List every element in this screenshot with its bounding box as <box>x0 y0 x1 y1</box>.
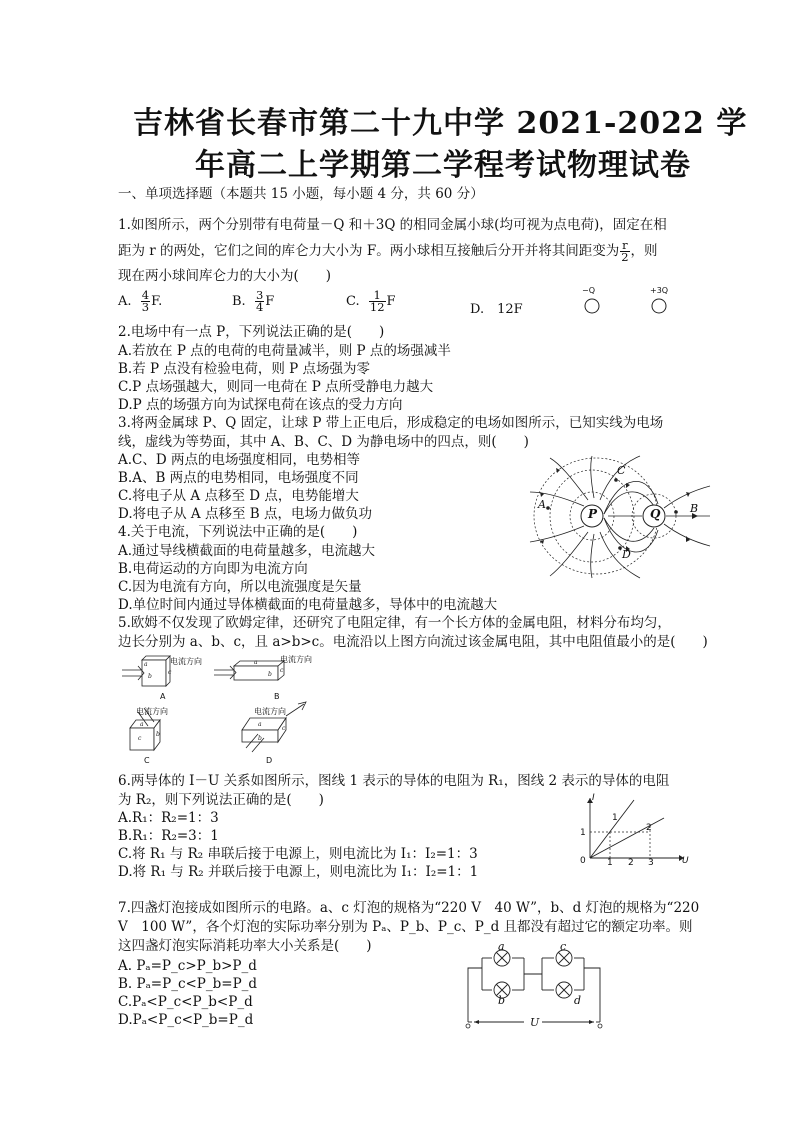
svg-text:c: c <box>138 735 142 742</box>
q6-line1: 6.两导体的 I－U 关系如图所示，图线 1 表示的导体的电阻为 R₁，图线 2 表示的导体的电阻 <box>118 773 670 789</box>
q1-option-c <box>346 290 396 313</box>
svg-text:a: a <box>144 661 148 668</box>
q1-option-d: D. 12F <box>470 302 523 317</box>
q7-line3: 这四盏灯泡实际消耗功率大小关系是( ) <box>118 938 372 954</box>
opt-fraction <box>141 290 150 313</box>
neg-charge-ball <box>585 299 599 313</box>
frac-num: 3 <box>255 288 264 302</box>
q3-option-d: D.将电子从 A 点移至 B 点，电场力做负功 <box>118 506 372 522</box>
q4-option-d: D.单位时间内通过导体横截面的电荷量越多，导体中的电流越大 <box>118 597 498 613</box>
q1-line2-end: ，则 <box>630 243 658 259</box>
q7-option-c: C.Pₐ<P_c<P_b<P_d <box>118 994 253 1010</box>
svg-text:b: b <box>156 731 160 738</box>
opt-suffix: F <box>265 294 275 309</box>
q6-tick-2: 2 <box>628 858 634 868</box>
svg-text:c: c <box>168 669 172 676</box>
frac-num: 1 <box>369 290 386 302</box>
frac-den: 2 <box>621 250 629 264</box>
q6-line2: 为 R₂，则下列说法正确的是( ) <box>118 792 324 808</box>
q7-option-a: A. Pₐ=P_c>P_b>P_d <box>118 958 257 974</box>
exam-title-line1: 吉林省长春市第二十九中学 2021-2022 学 <box>133 106 748 141</box>
q5-flow-label-a: 电流方向 <box>170 657 202 666</box>
q1-line2 <box>118 240 658 263</box>
q6-option-b: B.R₁：R₂=3：1 <box>118 828 219 844</box>
q4-option-c: C.因为电流有方向，所以电流强度是矢量 <box>118 579 362 595</box>
q6-option-c: C.将 R₁ 与 R₂ 串联后接于电源上，则电流比为 I₁：I₂=1：3 <box>118 846 478 862</box>
q5-flow-label-d: 电流方向 <box>254 707 286 716</box>
frac-num: 4 <box>141 288 150 302</box>
svg-text:a: a <box>254 659 258 666</box>
q6-line2-label: 2 <box>646 823 652 833</box>
svg-text:c: c <box>280 667 284 674</box>
q1-line1: 1.如图所示，两个分别带有电荷量－Q 和＋3Q 的相同金属小球(均可视为点电荷)，固定在相 <box>118 217 667 233</box>
opt-suffix: F. <box>151 294 163 309</box>
svg-text:b: b <box>148 673 152 680</box>
q4-stem: 4.关于电流，下列说法中正确的是( ) <box>118 524 358 540</box>
q2-option-d: D.P 点的场强方向为试探电荷在该点的受力方向 <box>118 397 403 413</box>
q4-option-a: A.通过导线横截面的电荷量越多，电流越大 <box>118 543 376 559</box>
q5-flow-label-c: 电流方向 <box>136 707 168 716</box>
q6-origin-label: 0 <box>580 856 586 866</box>
q3-fig-label-q: Q <box>650 507 661 521</box>
section-heading: 一、单项选择题（本题共 15 小题，每小题 4 分，共 60 分） <box>118 186 484 202</box>
svg-text:a: a <box>140 721 144 728</box>
q6-option-a: A.R₁：R₂=1：3 <box>118 810 219 826</box>
q3-option-b: B.A、B 两点的电势相同，电场强度不同 <box>118 470 359 486</box>
q2-option-b: B.若 P 点没有检验电荷，则 P 点场强为零 <box>118 361 371 377</box>
q2-option-c: C.P 点场强越大，则同一电荷在 P 点所受静电力越大 <box>118 379 434 395</box>
svg-text:c: c <box>282 725 286 732</box>
q6-ytick-1: 1 <box>580 828 586 838</box>
q6-line1-label: 1 <box>612 813 618 823</box>
q3-fig-label-b: B <box>690 502 699 515</box>
frac-den: 4 <box>255 300 264 314</box>
q1-option-a <box>118 290 162 313</box>
svg-text:b: b <box>258 735 262 742</box>
q7-option-d: D.Pₐ<P_c<P_b=P_d <box>118 1012 254 1028</box>
q6-axis-u-label: U <box>682 856 689 866</box>
q1-fig-pos-label: +3Q <box>650 286 669 295</box>
graph-line-1 <box>590 800 634 858</box>
q1-line3: 现在两小球间库仑力的大小为( ) <box>118 268 332 284</box>
q6-tick-3: 3 <box>648 858 654 868</box>
q5-option-d-label: D <box>266 756 273 765</box>
opt-fraction <box>255 290 264 313</box>
opt-fraction <box>369 290 386 313</box>
q5-line1: 5.欧姆不仅发现了欧姆定律，还研究了电阻定律，有一个长方体的金属电阻，材料分布均匀， <box>118 615 671 631</box>
q3-fig-label-c: C <box>617 464 626 477</box>
q1-option-b <box>232 290 274 313</box>
q2-stem: 2.电场中有一点 P，下列说法正确的是( ) <box>118 324 385 340</box>
q3-line1: 3.将两金属球 P、Q 固定，让球 P 带上正电后，形成稳定的电场如图所示，已知实线为电场 <box>118 415 664 431</box>
exam-title-line2: 年高二上学期第二学程考试物理试卷 <box>195 148 691 183</box>
svg-text:b: b <box>268 671 272 678</box>
opt-letter: C. <box>346 294 360 309</box>
q5-option-c-label: C <box>144 756 150 765</box>
q7-label-u: U <box>530 1016 540 1029</box>
q3-option-c: C.将电子从 A 点移至 D 点，电势能增大 <box>118 488 359 504</box>
q4-option-b: B.电荷运动的方向即为电流方向 <box>118 561 308 577</box>
q3-fig-label-d: D <box>622 548 631 561</box>
q6-option-d: D.将 R₁ 与 R₂ 并联后接于电源上，则电流比为 I₁：I₂=1：1 <box>118 864 479 880</box>
q7-label-a: a <box>498 940 505 953</box>
q3-fig-label-a: A <box>538 498 546 511</box>
frac-num: r <box>622 238 628 252</box>
q7-label-d: d <box>574 994 582 1007</box>
q7-option-b: B. Pₐ=P_c<P_b=P_d <box>118 976 258 992</box>
graph-line-2 <box>590 818 664 858</box>
svg-text:a: a <box>258 721 262 728</box>
q6-tick-1: 1 <box>607 858 613 868</box>
q7-line2: V 100 W”，各个灯泡的实际功率分别为 Pₐ、P_b、P_c、P_d 且都没有超过它的额定功率。则 <box>118 919 693 935</box>
opt-letter: A. <box>118 294 132 309</box>
q1-line2-text: 距为 r 的两处，它们之间的库仑力大小为 F。两小球相互接触后分开并将其间距变为 <box>118 243 620 259</box>
q3-line2: 线，虚线为等势面，其中 A、B、C、D 为静电场中的四点，则( ) <box>118 434 529 450</box>
q2-option-a: A.若放在 P 点的电荷的电荷量减半，则 P 点的场强减半 <box>118 343 451 359</box>
pos-charge-ball <box>652 299 666 313</box>
q3-option-a: A.C、D 两点的电场强度相同，电势相等 <box>118 452 360 468</box>
q5-line2: 边长分别为 a、b、c，且 a>b>c。电流沿以上图方向流过该金属电阻，其中电阻值最小的是( ) <box>118 634 708 650</box>
q5-option-b-label: B <box>274 692 280 701</box>
opt-suffix: F <box>386 294 396 309</box>
q5-option-a-label: A <box>160 692 166 701</box>
q5-flow-label-b: 电流方向 <box>280 655 312 664</box>
opt-letter: B. <box>232 294 246 309</box>
q1-fig-neg-label: −Q <box>582 286 595 295</box>
q6-axis-i-label: I <box>592 793 595 803</box>
frac-den: 3 <box>141 300 150 314</box>
q6-iu-graph <box>584 796 688 866</box>
q1-charges-figure <box>580 296 680 316</box>
q1-fraction <box>620 240 629 263</box>
q7-label-c: c <box>560 940 567 953</box>
q7-label-b: b <box>498 994 506 1007</box>
q3-fig-label-p: P <box>588 507 598 521</box>
frac-den: 12 <box>369 300 385 314</box>
q7-line1: 7.四盏灯泡接成如图所示的电路。a、c 灯泡的规格为“220 V 40 W”，b、d 灯泡的规格为“220 <box>118 900 700 916</box>
